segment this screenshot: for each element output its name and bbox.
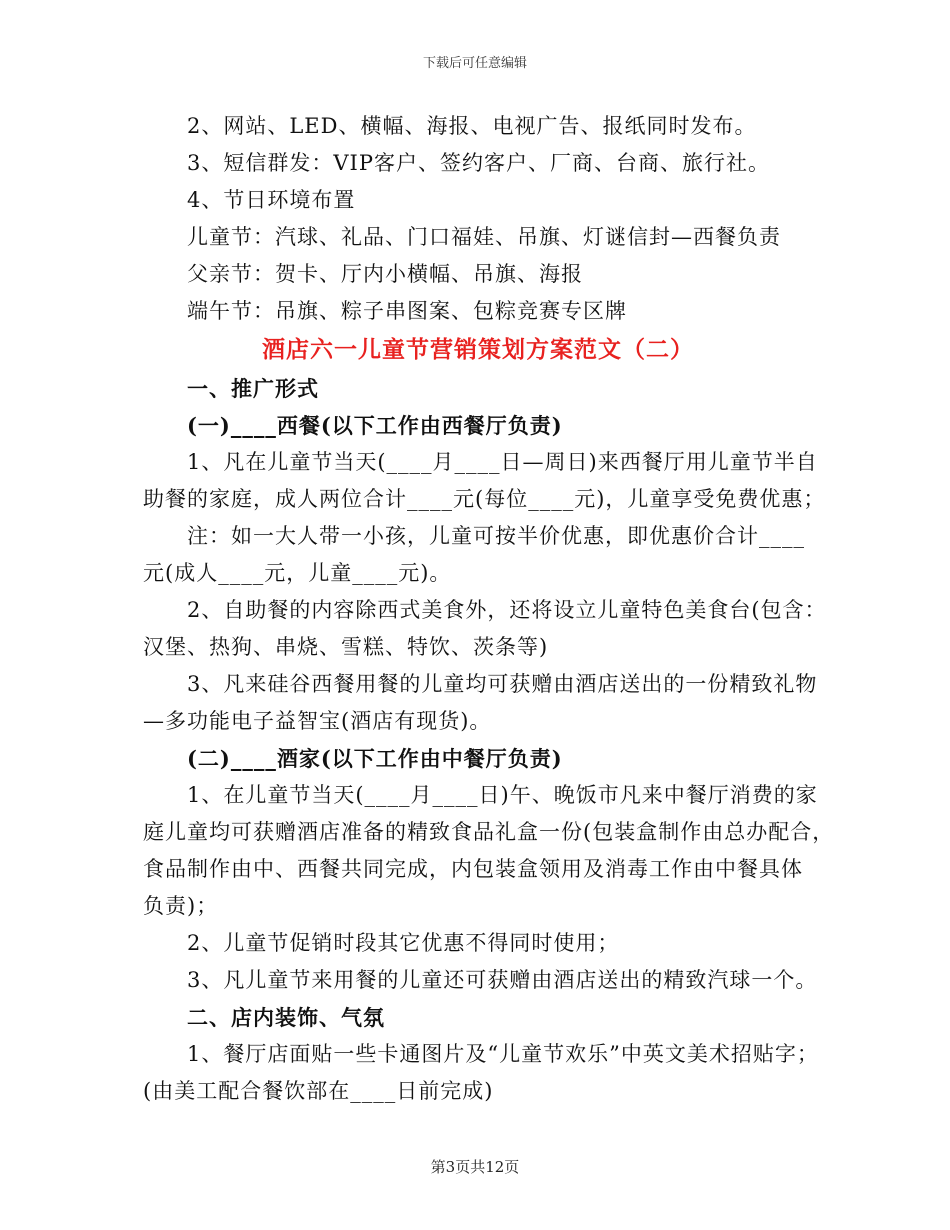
page-number: 第3页共12页 bbox=[430, 1158, 520, 1176]
section-heading-promotion: 一、推广形式 bbox=[187, 376, 319, 401]
section-title: 酒店六一儿童节营销策划方案范文（二） bbox=[262, 336, 694, 363]
subsection-heading-western: (一)____西餐(以下工作由西餐厅负责) bbox=[187, 413, 563, 438]
paragraph-line: 负责)； bbox=[143, 894, 219, 918]
paragraph-line: 助餐的家庭，成人两位合计____元(每位____元)，儿童享受免费优惠； bbox=[143, 487, 826, 511]
paragraph-line: 3、凡来硅谷西餐用餐的儿童均可获赠由酒店送出的一份精致礼物 bbox=[187, 672, 818, 696]
paragraph-line: 1、凡在儿童节当天(____月____日—周日)来西餐厅用儿童节半自 bbox=[187, 450, 818, 474]
paragraph-line: 注：如一大人带一小孩，儿童可按半价优惠，即优惠价合计____ bbox=[187, 524, 805, 548]
holiday-line-dragonboat: 端午节：吊旗、粽子串图案、包粽竞赛专区牌 bbox=[187, 299, 627, 323]
holiday-line-father: 父亲节：贺卡、厅内小横幅、吊旗、海报 bbox=[187, 262, 583, 286]
list-item: 3、短信群发：VIP客户、签约客户、厂商、台商、旅行社。 bbox=[187, 151, 770, 175]
list-item: 4、节日环境布置 bbox=[187, 188, 356, 212]
document-body bbox=[143, 108, 835, 1110]
list-item: 2、网站、LED、横幅、海报、电视广告、报纸同时发布。 bbox=[187, 114, 757, 138]
paragraph-line: 食品制作由中、西餐共同完成，内包装盒领用及消毒工作由中餐具体 bbox=[143, 857, 803, 881]
paragraph-line: 1、餐厅店面贴一些卡通图片及“儿童节欢乐”中英文美术招贴字； bbox=[187, 1042, 819, 1066]
section-heading-decoration: 二、店内装饰、气氛 bbox=[187, 1005, 385, 1030]
subsection-heading-chinese: (二)____酒家(以下工作由中餐厅负责) bbox=[187, 746, 563, 771]
paragraph-line: 2、儿童节促销时段其它优惠不得同时使用； bbox=[187, 931, 620, 955]
paragraph-line: 3、凡儿童节来用餐的儿童还可获赠由酒店送出的精致汽球一个。 bbox=[187, 968, 818, 992]
paragraph-line: 2、自助餐的内容除西式美食外，还将设立儿童特色美食台(包含： bbox=[187, 598, 827, 622]
paragraph-line: 1、在儿童节当天(____月____日)午、晚饭市凡来中餐厅消费的家 bbox=[187, 783, 818, 807]
holiday-line-children: 儿童节：汽球、礼品、门口福娃、吊旗、灯谜信封—西餐负责 bbox=[187, 225, 781, 249]
header-note: 下载后可任意编辑 bbox=[422, 56, 527, 71]
paragraph-line: 汉堡、热狗、串烧、雪糕、特饮、茨条等) bbox=[143, 635, 549, 659]
paragraph-line: 庭儿童均可获赠酒店准备的精致食品礼盒一份(包装盒制作由总办配合， bbox=[143, 820, 835, 844]
paragraph-line: 元(成人____元，儿童____元)。 bbox=[143, 561, 452, 585]
paragraph-line: —多功能电子益智宝(酒店有现货)。 bbox=[143, 709, 492, 733]
paragraph-line: (由美工配合餐饮部在____日前完成) bbox=[143, 1079, 494, 1103]
